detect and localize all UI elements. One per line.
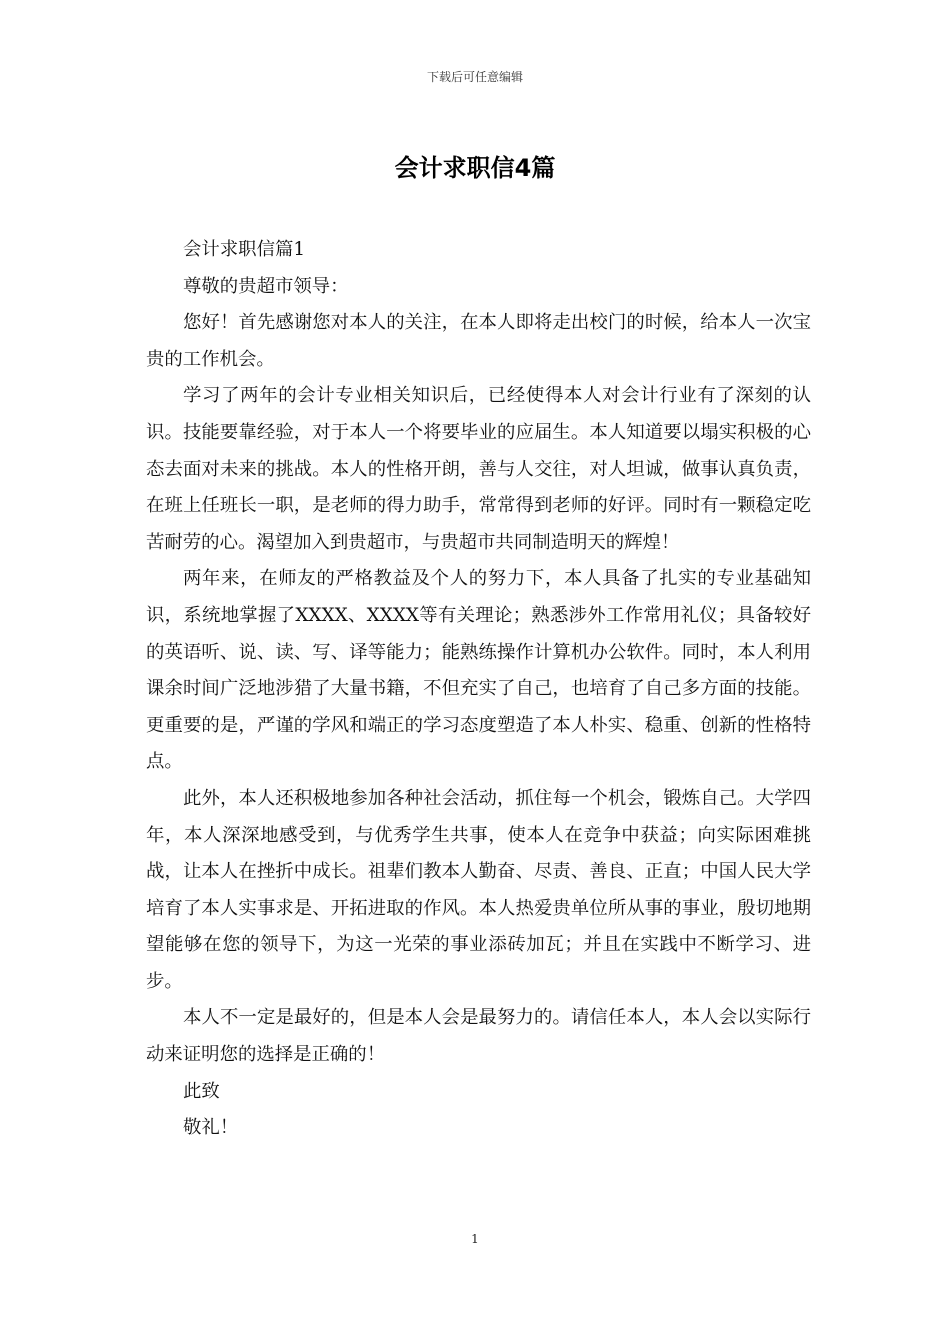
paragraph-skills: 两年来，在师友的严格教益及个人的努力下，本人具备了扎实的专业基础知识，系统地掌握了XXXX、XXXX等有关理论；熟悉涉外工作常用礼仪；具备较好的英语听、说、读、写、译等能力；能熟练操作计算机办公软件。同时，本人利用课余时间广泛地涉猎了大量书籍，不但充实了自己，也培育了自己多方面的技能。更重要的是，严谨的学风和端正的学习态度塑造了本人朴实、稳重、创新的性格特点。 [146, 568, 811, 773]
paragraph-greeting: 您好！首先感谢您对本人的关注，在本人即将走出校门的时候，给本人一次宝贵的工作机会。 [146, 312, 811, 370]
paragraph-study: 学习了两年的会计专业相关知识后，已经使得本人对会计行业有了深刻的认识。技能要靠经验，对于本人一个将要毕业的应届生。本人知道要以塌实积极的心态去面对未来的挑战。本人的性格开朗，善与人交往，对人坦诚，做事认真负责，在班上任班长一职，是老师的得力助手，常常得到老师的好评。同时有一颗稳定吃苦耐劳的心。渴望加入到贵超市，与贵超市共同制造明天的辉煌！ [146, 385, 811, 553]
header-note: 下载后可任意编辑 [426, 70, 523, 84]
salutation: 尊敬的贵超市领导： [183, 275, 349, 297]
document-body [146, 232, 811, 1147]
paragraph-activities: 此外，本人还积极地参加各种社会活动，抓住每一个机会，锻炼自己。大学四年，本人深深地感受到，与优秀学生共事，使本人在竞争中获益；向实际困难挑战，让本人在挫折中成长。祖辈们教本人勤奋、尽责、善良、正直；中国人民大学培育了本人实事求是、开拓进取的作风。本人热爱贵单位所从事的事业，殷切地期望能够在您的领导下，为这一光荣的事业添砖加瓦；并且在实践中不断学习、进步。 [146, 787, 811, 992]
section-heading: 会计求职信篇1 [183, 239, 306, 260]
paragraph-closing: 本人不一定是最好的，但是本人会是最努力的。请信任本人，本人会以实际行动来证明您的选择是正确的！ [146, 1007, 811, 1066]
document-title: 会计求职信4篇 [394, 154, 556, 182]
page-number: 1 [471, 1232, 479, 1246]
closing-phrase: 此致 [183, 1080, 220, 1102]
closing-regards: 敬礼！ [183, 1117, 239, 1139]
